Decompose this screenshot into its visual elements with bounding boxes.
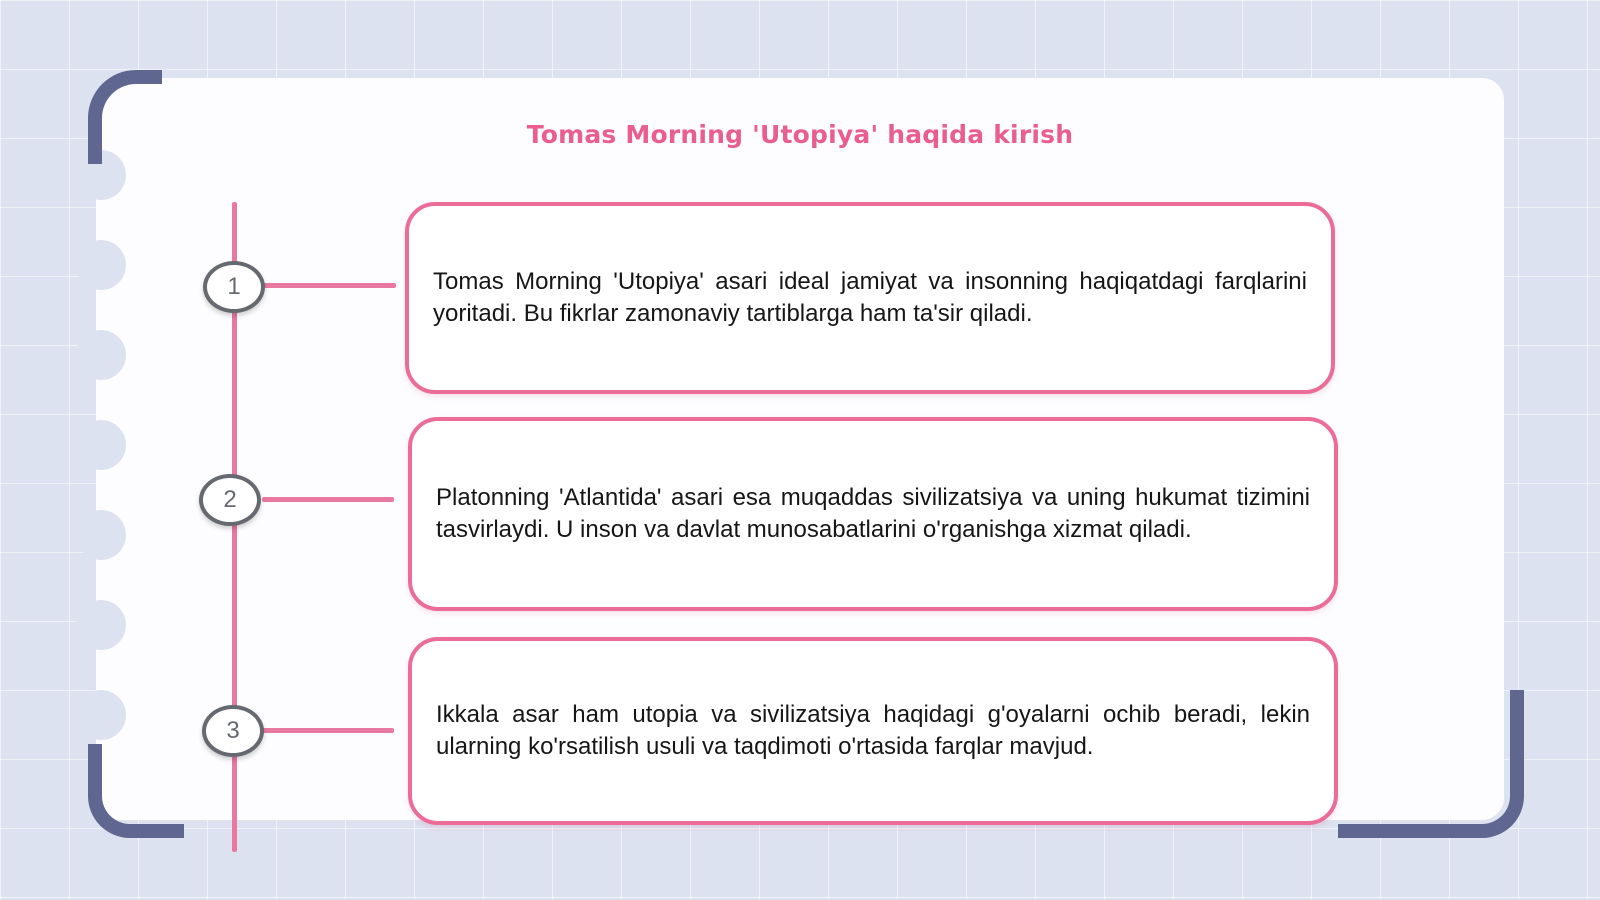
timeline-connector <box>262 728 394 733</box>
corner-bracket-bottom-right <box>1338 690 1524 838</box>
marker-number: 3 <box>226 717 240 744</box>
card-scallop <box>76 420 126 470</box>
corner-bracket-top-left <box>88 70 162 164</box>
content-box-2 <box>408 417 1338 611</box>
content-box-3 <box>408 637 1338 825</box>
timeline-connector <box>262 283 396 288</box>
slide-title: Tomas Morning 'Utopiya' haqida kirish <box>526 120 1074 149</box>
content-text: Tomas Morning 'Utopiya' asari ideal jamiyat va insonning haqiqatdagi farqlarini yoritadi. Bu fikrlar zamonaviy tartiblarga ham ta'sir qiladi. <box>433 268 1307 327</box>
timeline-marker-2 <box>199 474 261 526</box>
card-scallop <box>76 600 126 650</box>
content-text: Ikkala asar ham utopia va sivilizatsiya haqidagi g'oyalarni ochib beradi, lekin ularning ko'rsatilish usuli va taqdimoti o'rtasida farqlar mavjud. <box>436 701 1310 760</box>
timeline-marker-1 <box>203 261 265 313</box>
timeline-marker-3 <box>202 705 264 757</box>
timeline-connector <box>262 497 394 502</box>
corner-bracket-bottom-left <box>88 744 184 838</box>
marker-number: 1 <box>227 273 241 300</box>
content-text: Platonning 'Atlantida' asari esa muqaddas sivilizatsiya va uning hukumat tizimini tasvirlaydi. U inson va davlat munosabatlarini o'rganishga xizmat qiladi. <box>436 484 1310 543</box>
card-scallop <box>76 330 126 380</box>
card-scallop <box>76 240 126 290</box>
content-box-1 <box>405 202 1335 394</box>
marker-number: 2 <box>223 486 237 513</box>
card-scallop <box>76 690 126 740</box>
card-scallop <box>76 510 126 560</box>
